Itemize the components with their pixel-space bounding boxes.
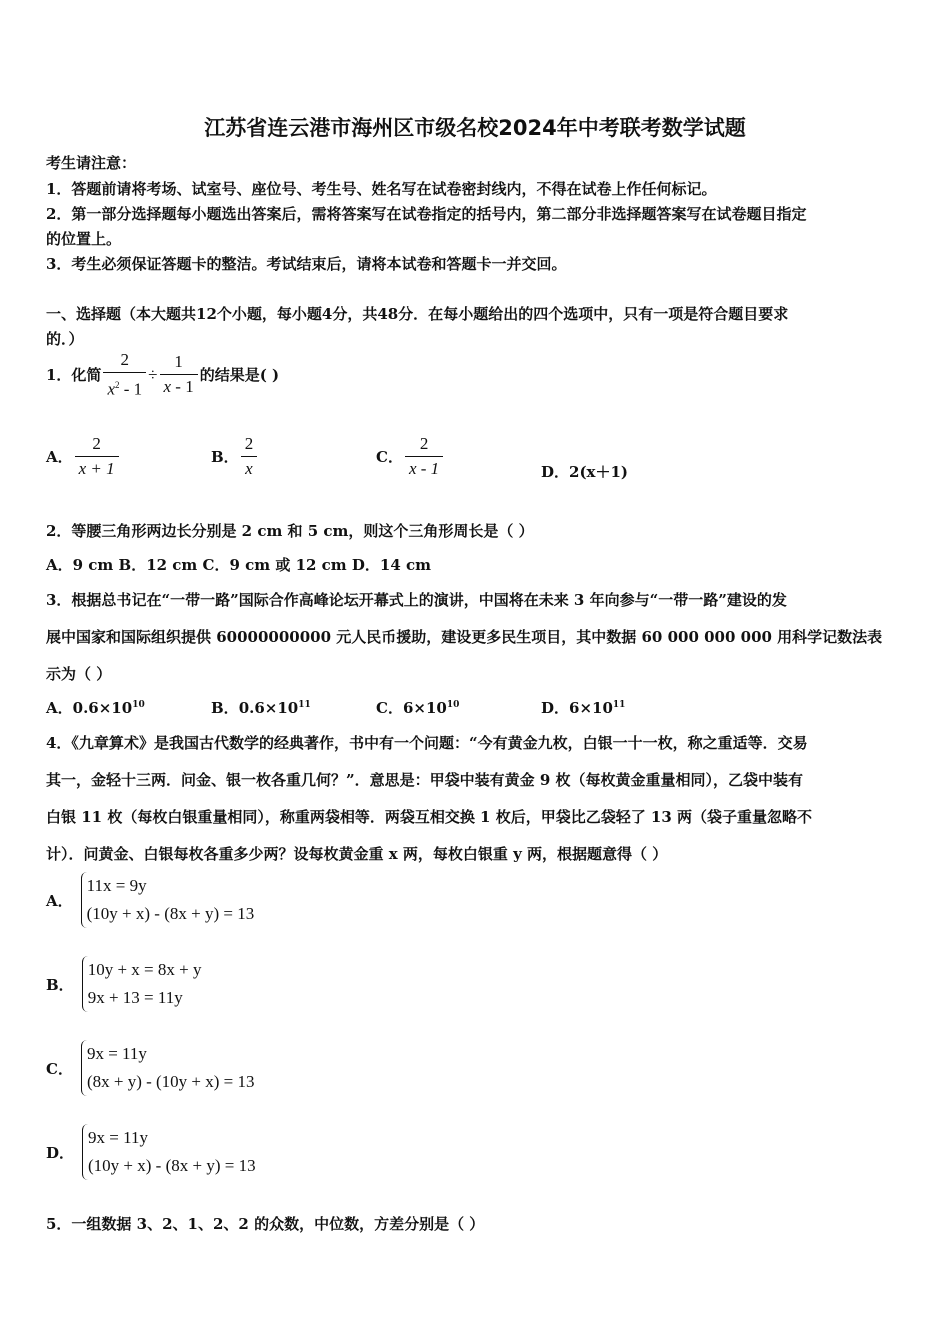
equation-1: 9x = 11y bbox=[88, 1128, 148, 1147]
equation-2: (10y + x) - (8x + y) = 13 bbox=[86, 904, 255, 923]
notice-heading: 考生请注意： bbox=[46, 154, 137, 172]
question-4-cont-3: 计）．问黄金、白银每枚各重多少两？设每枚黄金重 x 两，每枚白银重 y 两，根据题意得（ ） bbox=[46, 845, 668, 863]
question-1-suffix: 的结果是( ) bbox=[199, 366, 280, 385]
q3-option-c[interactable] bbox=[376, 697, 459, 718]
q1-option-b[interactable] bbox=[211, 434, 259, 479]
question-5: 5．一组数据 3、2、1、2、2 的众数，中位数，方差分别是（ ） bbox=[46, 1215, 485, 1233]
option-label: B． bbox=[211, 448, 239, 466]
option-exponent: 10 bbox=[132, 700, 145, 710]
option-fraction: $\frac{2}{x + 1}$ bbox=[75, 434, 119, 479]
notice-item-2: 2．第一部分选择题每小题选出答案后，需将答案写在试卷指定的括号内，第二部分非选择题答案写在试卷题目指定 bbox=[46, 205, 807, 223]
option-base: 0.6×10 bbox=[72, 699, 133, 717]
option-exponent: 10 bbox=[446, 700, 460, 710]
q4-option-d[interactable] bbox=[46, 1124, 256, 1180]
option-label: D． bbox=[46, 1143, 75, 1162]
section-heading: 一、选择题（本大题共12个小题，每小题4分，共48分．在每小题给出的四个选项中，只有一项是符合题目要求 bbox=[46, 305, 789, 323]
option-label: B． bbox=[46, 975, 74, 994]
equation-system bbox=[82, 1124, 256, 1180]
question-4-cont-1: 其一，金轻十三两．问金、银一枚各重几何？”．意思是：甲袋中装有黄金 9 枚（每枚黄金重量相同），乙袋中装有 bbox=[46, 771, 804, 789]
q1-option-c[interactable] bbox=[376, 434, 445, 479]
q2-options[interactable]: A．9 cm B．12 cm C．9 cm 或 12 cm D．14 cm bbox=[46, 556, 432, 574]
equation-2: (8x + y) - (10y + x) = 13 bbox=[86, 1072, 255, 1091]
divide-symbol: ÷ bbox=[148, 364, 158, 384]
option-label: A． bbox=[46, 891, 73, 910]
q3-option-a[interactable] bbox=[46, 697, 145, 718]
question-1 bbox=[46, 350, 279, 400]
q4-option-c[interactable] bbox=[46, 1040, 255, 1096]
notice-item-3: 3．考生必须保证答题卡的整洁。考试结束后，请将本试卷和答题卡一并交回。 bbox=[46, 255, 567, 273]
option-base: 0.6×10 bbox=[238, 699, 299, 717]
option-fraction: $\frac{2}{x - 1}$ bbox=[405, 434, 443, 479]
option-label: B． bbox=[211, 699, 239, 717]
fraction-2-over-x2-minus-1: $\frac{2}{x^2 - 1}$ bbox=[103, 350, 146, 400]
page-title: 江苏省连云港市海州区市级名校2024年中考联考数学试题 bbox=[204, 116, 746, 140]
question-4-cont-2: 白银 11 枚（每枚白银重量相同），称重两袋相等．两袋互相交换 1 枚后，甲袋比乙袋轻了 13 两（袋子重量忽略不 bbox=[46, 808, 813, 826]
q3-option-d[interactable] bbox=[541, 697, 625, 718]
option-exponent: 11 bbox=[612, 700, 626, 710]
question-3-cont-1: 展中国家和国际组织提供 60000000000 元人民币援助，建设更多民生项目，其中数据 60 000 000 000 用科学记数法表 bbox=[46, 628, 883, 646]
q3-option-b[interactable] bbox=[211, 697, 311, 718]
q4-option-a[interactable] bbox=[46, 872, 254, 928]
q1-option-a[interactable] bbox=[46, 434, 121, 479]
option-fraction: $\frac{2}{x}$ bbox=[241, 434, 258, 479]
option-label: A． bbox=[46, 699, 73, 717]
option-exponent: 11 bbox=[298, 700, 311, 710]
option-label: A． bbox=[46, 448, 73, 466]
section-heading-cont: 的．） bbox=[46, 330, 84, 348]
option-label: D． bbox=[541, 699, 570, 717]
question-3: 3．根据总书记在“一带一路”国际合作高峰论坛开幕式上的演讲，中国将在未来 3 年向参与“一带一路”建设的发 bbox=[46, 591, 787, 609]
equation-1: 10y + x = 8x + y bbox=[87, 960, 202, 979]
question-4: 4．《九章算术》是我国古代数学的经典著作，书中有一个问题：“今有黄金九枚，白银一十一枚，称之重适等．交易 bbox=[46, 734, 808, 752]
option-label: C． bbox=[46, 1059, 73, 1078]
option-label: C． bbox=[376, 448, 403, 466]
notice-item-2-cont: 的位置上。 bbox=[46, 230, 122, 248]
equation-1: 11x = 9y bbox=[86, 876, 147, 895]
equation-system bbox=[82, 956, 202, 1012]
fraction-1-over-x-minus-1: $\frac{1}{x - 1}$ bbox=[160, 352, 198, 397]
question-2: 2．等腰三角形两边长分别是 2 cm 和 5 cm，则这个三角形周长是（ ） bbox=[46, 522, 534, 540]
notice-item-1: 1．答题前请将考场、试室号、座位号、考生号、姓名写在试卷密封线内，不得在试卷上作任何标记。 bbox=[46, 180, 717, 198]
q1-option-d[interactable] bbox=[541, 461, 628, 482]
option-base: 6×10 bbox=[402, 699, 447, 717]
equation-system bbox=[81, 1040, 255, 1096]
option-text: 2(x＋1) bbox=[569, 463, 629, 481]
equation-2: (10y + x) - (8x + y) = 13 bbox=[88, 1156, 256, 1175]
option-base: 6×10 bbox=[569, 699, 613, 717]
equation-1: 9x = 11y bbox=[86, 1044, 147, 1063]
question-3-cont-2: 示为（ ） bbox=[46, 665, 112, 683]
equation-system bbox=[81, 872, 255, 928]
equation-2: 9x + 13 = 11y bbox=[87, 988, 183, 1007]
q4-option-b[interactable] bbox=[46, 956, 201, 1012]
question-1-prefix: 1．化简 bbox=[46, 366, 102, 385]
option-label: C． bbox=[376, 699, 403, 717]
option-label: D． bbox=[541, 463, 570, 481]
